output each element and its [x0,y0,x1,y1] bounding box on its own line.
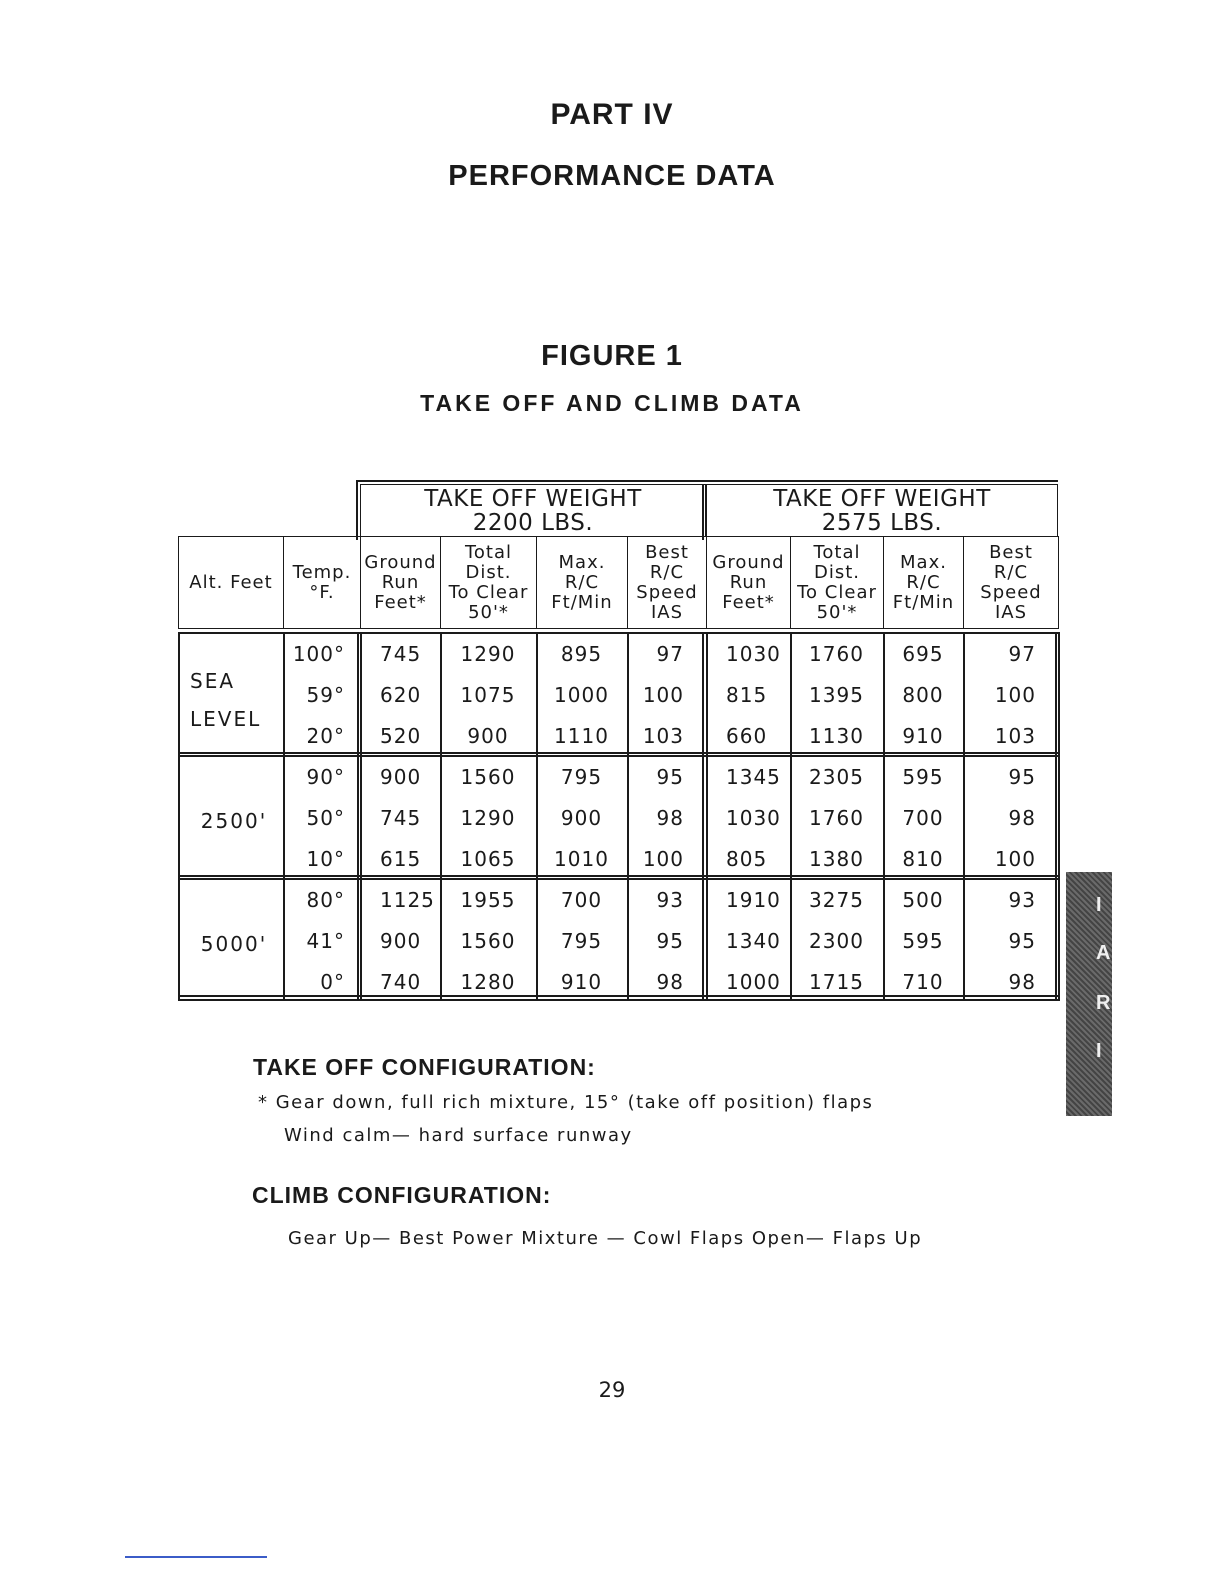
value-cell: 660 [726,724,768,748]
value-cell: 620 [380,683,422,707]
weight-header: TAKE OFF WEIGHT 2200 LBS. [360,484,706,537]
rule [178,632,1058,634]
part-title: PART IV [550,98,674,131]
column-header-total-dist: Total Dist. To Clear 50'* [440,536,537,629]
value-cell: 1130 [809,724,864,748]
value-cell: 98 [656,970,684,994]
value-cell: 1125 [380,888,435,912]
column-header-ground-run: Ground Run Feet* [706,536,791,629]
value-cell: 745 [380,642,422,666]
temp-cell: 59° [306,683,345,707]
figure-title: FIGURE 1 [541,340,683,372]
value-cell: 615 [380,847,422,871]
figure-subtitle: TAKE OFF AND CLIMB DATA [420,390,804,416]
value-cell: 810 [902,847,944,871]
section-title: PERFORMANCE DATA [448,160,776,192]
column-header-max-rc: Max. R/C Ft/Min [883,536,964,629]
section-thumb-tab [1066,872,1112,1116]
footer-rule [125,1556,267,1558]
value-cell: 1955 [460,888,516,912]
value-cell: 1760 [809,806,864,830]
temp-cell: 100° [292,642,345,666]
value-cell: 800 [902,683,944,707]
temp-cell: 80° [306,888,345,912]
column-header-alt: Alt. Feet [178,536,284,629]
altitude-label: 5000' [200,932,268,956]
value-cell: 500 [902,888,944,912]
rule [178,999,1058,1001]
value-cell: 1715 [809,970,864,994]
value-cell: 100 [994,683,1036,707]
value-cell: 98 [1008,806,1036,830]
value-cell: 900 [467,724,509,748]
value-cell: 103 [994,724,1036,748]
value-cell: 710 [902,970,944,994]
value-cell: 95 [1008,929,1036,953]
value-cell: 1290 [460,642,516,666]
temp-cell: 0° [320,970,345,994]
value-cell: 1000 [554,683,609,707]
rule [357,632,359,999]
rule [178,995,1058,997]
value-cell: 900 [380,929,422,953]
takeoff-config-line-2: Wind calm— hard surface runway [284,1125,633,1146]
value-cell: 95 [656,929,684,953]
value-cell: 1280 [460,970,516,994]
temp-cell: 10° [306,847,345,871]
value-cell: 1110 [554,724,609,748]
temp-cell: 41° [306,929,345,953]
rule [178,632,180,1001]
value-cell: 1395 [809,683,864,707]
side-tab-letter: I [1096,1040,1102,1062]
value-cell: 98 [656,806,684,830]
value-cell: 95 [1008,765,1036,789]
value-cell: 795 [560,765,603,789]
rule [178,755,1058,757]
value-cell: 100 [642,847,684,871]
climb-config-title: CLIMB CONFIGURATION: [252,1182,552,1208]
value-cell: 1030 [726,642,781,666]
takeoff-config-title: TAKE OFF CONFIGURATION: [253,1054,596,1080]
takeoff-config-line-1: * Gear down, full rich mixture, 15° (take off position) flaps [258,1092,874,1113]
value-cell: 910 [902,724,944,748]
rule [1058,632,1060,1001]
value-cell: 805 [726,847,768,871]
value-cell: 700 [902,806,944,830]
value-cell: 595 [902,929,944,953]
value-cell: 595 [902,765,944,789]
side-tab-letter: I [1096,894,1102,916]
column-header-best-rc: Best R/C Speed IAS [627,536,707,629]
value-cell: 1030 [726,806,781,830]
page-number: 29 [598,1378,626,1402]
value-cell: 1000 [726,970,781,994]
altitude-label: SEA LEVEL [190,669,262,731]
column-header-best-rc: Best R/C Speed IAS [963,536,1059,629]
column-header-max-rc: Max. R/C Ft/Min [536,536,628,629]
climb-config-line-1: Gear Up— Best Power Mixture — Cowl Flaps Open— Flaps Up [288,1228,923,1249]
value-cell: 1560 [460,929,516,953]
column-header-temp: Temp. °F. [283,536,361,629]
value-cell: 95 [656,765,684,789]
value-cell: 98 [1008,970,1036,994]
value-cell: 103 [642,724,684,748]
value-cell: 93 [656,888,684,912]
value-cell: 100 [994,847,1036,871]
temp-cell: 20° [306,724,345,748]
column-header-ground-run: Ground Run Feet* [360,536,441,629]
altitude-label: 2500' [200,809,268,833]
side-tab-letter: A [1096,942,1111,964]
value-cell: 700 [560,888,603,912]
value-cell: 900 [560,806,603,830]
value-cell: 93 [1008,888,1036,912]
value-cell: 895 [560,642,603,666]
value-cell: 815 [726,683,768,707]
value-cell: 740 [380,970,422,994]
value-cell: 97 [1008,642,1036,666]
rule [178,752,1058,754]
rule [356,480,1058,482]
value-cell: 1560 [460,765,516,789]
value-cell: 1345 [726,765,781,789]
value-cell: 910 [560,970,603,994]
value-cell: 520 [380,724,422,748]
rule [702,484,704,540]
rule [178,878,1058,880]
value-cell: 97 [656,642,684,666]
value-cell: 745 [380,806,422,830]
value-cell: 1075 [460,683,516,707]
value-cell: 1340 [726,929,781,953]
value-cell: 695 [902,642,944,666]
value-cell: 1380 [809,847,864,871]
value-cell: 1065 [460,847,516,871]
rule [356,480,358,540]
value-cell: 2305 [809,765,864,789]
value-cell: 795 [560,929,603,953]
value-cell: 1290 [460,806,516,830]
value-cell: 1910 [726,888,781,912]
weight-header: TAKE OFF WEIGHT 2575 LBS. [706,484,1058,537]
rule [178,875,1058,877]
value-cell: 100 [642,683,684,707]
value-cell: 1760 [809,642,864,666]
value-cell: 900 [380,765,422,789]
side-tab-letter: R [1096,992,1111,1014]
value-cell: 2300 [809,929,864,953]
column-header-total-dist: Total Dist. To Clear 50'* [790,536,884,629]
value-cell: 3275 [809,888,864,912]
value-cell: 1010 [554,847,609,871]
temp-cell: 50° [306,806,345,830]
temp-cell: 90° [306,765,345,789]
